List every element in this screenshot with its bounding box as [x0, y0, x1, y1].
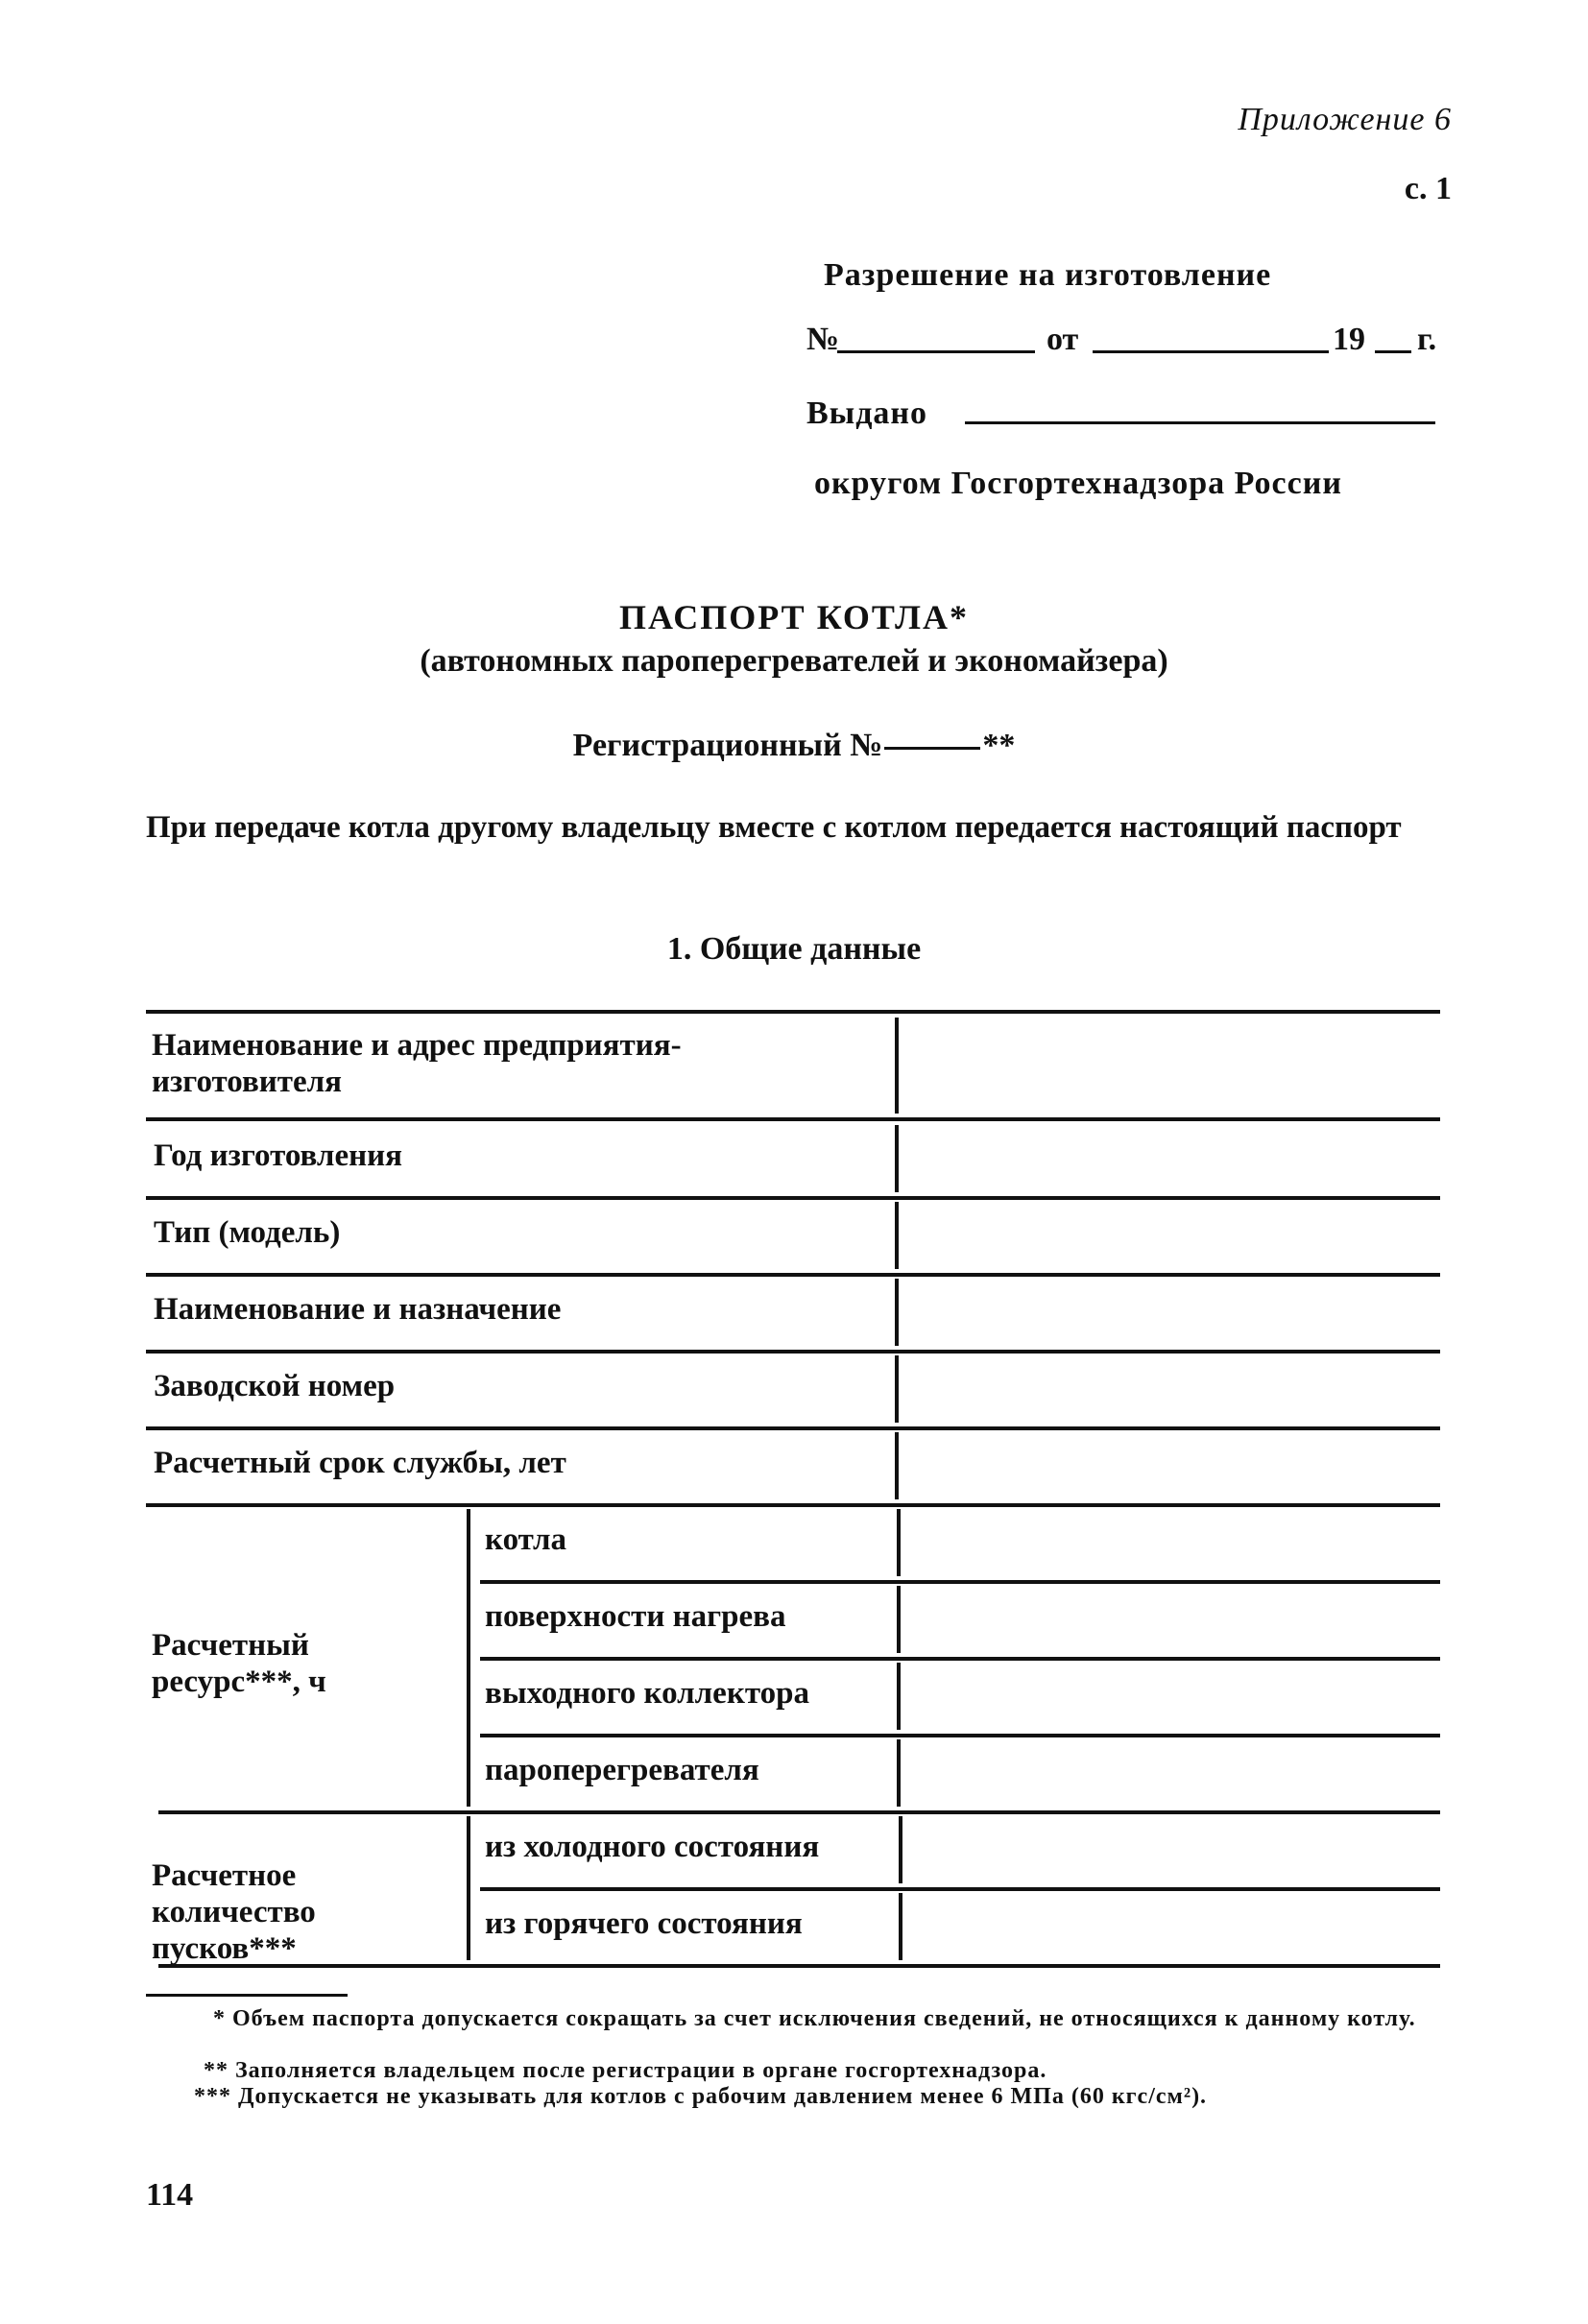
registration-suffix: **	[982, 728, 1016, 763]
footnote-rule	[146, 1994, 348, 1997]
appendix-label: Приложение 6	[1238, 102, 1452, 137]
permission-number-row	[806, 322, 1450, 366]
starts-item-label: из холодного состояния	[485, 1830, 820, 1864]
table-top-rule	[146, 1010, 1440, 1014]
table-row-rule	[146, 1426, 1440, 1430]
year-suffix: г.	[1417, 322, 1437, 357]
table-row-rule	[146, 1196, 1440, 1200]
value-column-separator	[899, 1893, 902, 1960]
table-row-rule	[146, 1117, 1440, 1121]
table-row-value[interactable]	[907, 1440, 1435, 1497]
resource-item-label: поверхности нагрева	[485, 1599, 786, 1634]
resource-item-value[interactable]	[910, 1593, 1433, 1651]
issued-by-field[interactable]	[965, 421, 1435, 424]
table-row-rule	[146, 1350, 1440, 1354]
table-row-value[interactable]	[907, 1363, 1435, 1421]
value-column-separator	[897, 1509, 901, 1576]
issuing-district: округом Госгортехнадзора России	[814, 466, 1342, 501]
value-column-separator	[897, 1739, 901, 1807]
value-column-separator	[895, 1018, 899, 1114]
footnote-1: * Объем паспорта допускается сокращать за счет исключения сведений, не относящихся к данному котлу.	[213, 2006, 1416, 2031]
table-row-rule	[146, 1503, 1440, 1507]
table-row-value[interactable]	[907, 1210, 1435, 1267]
resource-item-value[interactable]	[910, 1747, 1433, 1805]
starts-item-value[interactable]	[912, 1901, 1435, 1958]
registration-number-row	[0, 728, 1588, 764]
table-row-value[interactable]	[907, 1133, 1435, 1190]
value-column-separator	[895, 1432, 899, 1499]
year-prefix: 19	[1333, 322, 1365, 357]
starts-item-value[interactable]	[912, 1824, 1435, 1881]
registration-label: Регистрационный №	[572, 728, 883, 763]
table-row-label: Тип (модель)	[154, 1215, 341, 1250]
footnote-2: ** Заполняется владельцем после регистрации в органе госгортехнадзора.	[204, 2058, 1047, 2083]
value-column-separator	[895, 1125, 899, 1192]
value-column-separator	[897, 1663, 901, 1730]
resource-group-label: Расчетный ресурс***, ч	[152, 1628, 326, 1699]
table-row-value[interactable]	[907, 1286, 1435, 1344]
starts-group-label: Расчетное количество пусков***	[152, 1858, 316, 1966]
permission-year-field[interactable]	[1375, 350, 1411, 353]
issued-label: Выдано	[806, 395, 928, 431]
sheet-number: с. 1	[1404, 171, 1452, 206]
document-title: ПАСПОРТ КОТЛА*	[619, 598, 969, 636]
table-subrow-rule	[480, 1657, 1440, 1661]
permission-date-field[interactable]	[1093, 350, 1329, 353]
resource-item-label: пароперегревателя	[485, 1753, 759, 1787]
table-row-rule	[146, 1273, 1440, 1277]
table-subrow-rule	[480, 1887, 1440, 1891]
value-column-separator	[897, 1586, 901, 1653]
number-sign: №	[806, 322, 840, 357]
permission-title: Разрешение на изготовление	[824, 257, 1272, 293]
table-row-rule	[158, 1810, 1440, 1814]
table-row-label: Наименование и адрес предприятия-изготовителя	[152, 1028, 682, 1099]
group-column-separator	[467, 1816, 470, 1960]
table-row-label: Расчетный срок службы, лет	[154, 1446, 566, 1480]
section-title: 1. Общие данные	[666, 931, 922, 967]
resource-item-label: котла	[485, 1522, 567, 1557]
table-subrow-rule	[480, 1734, 1440, 1737]
starts-item-label: из горячего состояния	[485, 1906, 803, 1941]
from-label: от	[1047, 322, 1079, 357]
value-column-separator	[899, 1816, 902, 1883]
intro-paragraph: При передаче котла другому владельцу вместе с котлом передается настоящий паспорт	[146, 810, 1402, 845]
resource-item-label: выходного коллектора	[485, 1676, 809, 1711]
table-row-label: Заводской номер	[154, 1369, 396, 1403]
value-column-separator	[895, 1355, 899, 1423]
value-column-separator	[895, 1202, 899, 1269]
document-subtitle: (автономных пароперегревателей и экономайзера)	[420, 643, 1168, 679]
resource-item-value[interactable]	[910, 1670, 1433, 1728]
table-row-value[interactable]	[907, 1027, 1435, 1114]
registration-number-field[interactable]	[884, 747, 980, 750]
footnote-3: *** Допускается не указывать для котлов с рабочим давлением менее 6 МПа (60 кгс/см²).	[194, 2084, 1208, 2109]
value-column-separator	[895, 1279, 899, 1346]
permission-number-field[interactable]	[837, 350, 1035, 353]
group-column-separator	[467, 1509, 470, 1807]
table-row-label: Год изготовления	[154, 1138, 402, 1173]
table-row-label: Наименование и назначение	[154, 1292, 562, 1327]
page-number: 114	[146, 2177, 194, 2213]
table-subrow-rule	[480, 1580, 1440, 1584]
resource-item-value[interactable]	[910, 1517, 1433, 1574]
